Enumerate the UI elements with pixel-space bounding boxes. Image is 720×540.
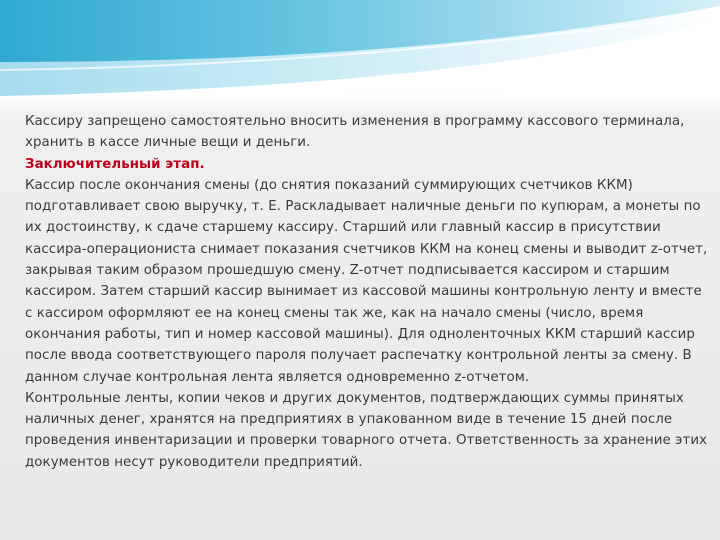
storage-paragraph: Контрольные ленты, копии чеков и других документов, подтверждающих суммы принятых наличных денег, хранятся на предприятиях в упакованном виде в течение 15 дней после проведения инвентаризации и проверки товарного отчета. Ответственность за хранение этих документов несут руководители предприятий. <box>25 390 708 470</box>
section-heading: Заключительный этап. <box>25 156 205 172</box>
intro-paragraph: Кассиру запрещено самостоятельно вносить изменения в программу кассового терминала, хранить в кассе личные вещи и деньги. <box>25 114 685 151</box>
procedure-paragraph: Кассир после окончания смены (до снятия показаний суммирующих счетчиков ККМ) подготавливает свою выручку, т. Е. Раскладывает наличные деньги по купюрам, а монеты по их достоинству, к сдаче старшему кассиру. Старший или главный кассир в присутствии кассира-операциониста снимает показания счетчиков ККМ на конец смены и выводит z-отчет, закрывая таким образом прошедшую смену. Z-отчет подписывается кассиром и старшим кассиром. Затем старший кассир вынимает из кассовой машины контрольную ленту и вместе с кассиром оформляют ее на конец смены так же, как на начало смены (число, время окончания работы, тип и номер кассовой машины). Для одноленточных ККМ старший кассир после ввода соответствующего пароля получает распечатку контрольной ленты за смену. В данном случае контрольная лента является одновременно z-отчетом. <box>25 177 708 385</box>
slide-body <box>25 111 709 473</box>
header-wave-decoration <box>0 0 720 100</box>
